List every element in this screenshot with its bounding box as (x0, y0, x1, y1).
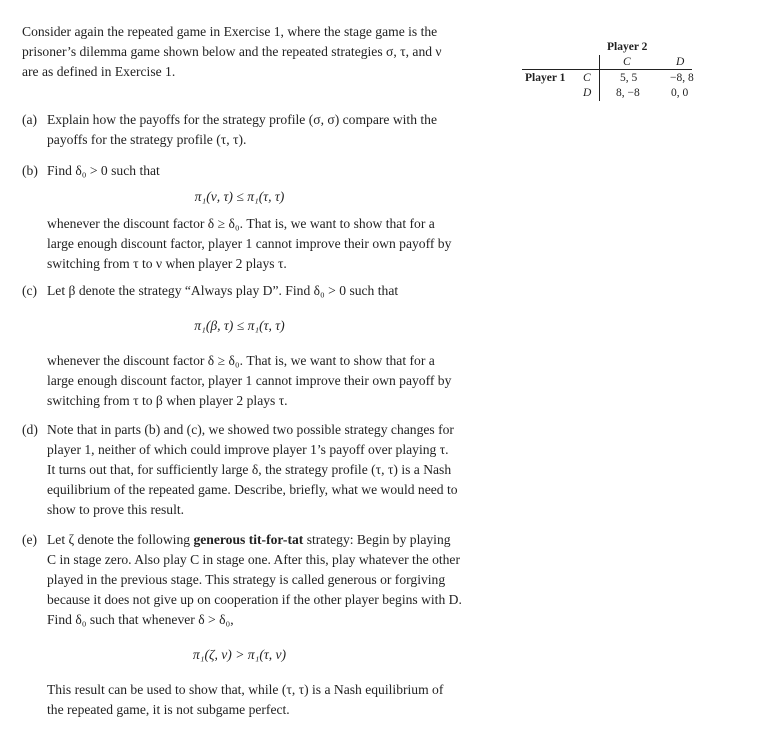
part-line: Find δ₀ such that whenever δ > δ₀, (47, 612, 234, 627)
term-generous-tit-for-tat: generous tit-for-tat (193, 532, 304, 547)
row-c-header: C (583, 72, 591, 84)
part-intro: Find δ₀ > 0 such that (47, 163, 160, 178)
equation: π₁(β, τ) ≤ π₁(τ, τ) (194, 318, 285, 333)
part-text: Let ζ denote the following (47, 532, 194, 547)
part-d (22, 420, 492, 520)
intro-line: Consider again the repeated game in Exercise 1, where the stage game is the (22, 24, 438, 39)
part-line: equilibrium of the repeated game. Describe, briefly, what we would need to (47, 482, 458, 497)
part-e (22, 530, 492, 720)
part-line: show to prove this result. (47, 502, 185, 517)
part-line: switching from τ to β when player 2 plays τ. (47, 393, 288, 408)
part-label: (a) (22, 112, 38, 127)
part-line: It turns out that, for sufficiently large δ, the strategy profile (τ, τ) is a Nash (47, 462, 452, 477)
part-line: whenever the discount factor δ ≥ δ₀. That is, we want to show that for a (47, 353, 435, 368)
payoff-matrix (522, 38, 722, 102)
payoff-cd: −8, 8 (670, 72, 694, 84)
player2-label: Player 2 (607, 41, 648, 53)
part-line: This result can be used to show that, while (τ, τ) is a Nash equilibrium of (47, 682, 444, 697)
part-line: large enough discount factor, player 1 cannot improve their own payoff by (47, 373, 452, 388)
payoff-dc: 8, −8 (616, 87, 640, 99)
player1-label: Player 1 (525, 72, 566, 84)
intro-paragraph (22, 22, 482, 82)
part-line: player 1, neither of which could improve player 1’s payoff over playing τ. (47, 442, 449, 457)
part-c (22, 281, 492, 411)
part-line: the repeated game, it is not subgame perfect. (47, 702, 290, 717)
column-d-header: D (676, 56, 685, 68)
part-line: payoffs for the strategy profile (τ, τ). (47, 132, 247, 147)
equation: π₁(ζ, ν) > π₁(τ, ν) (192, 647, 287, 662)
part-line: large enough discount factor, player 1 cannot improve their own payoff by (47, 236, 452, 251)
column-c-header: C (623, 56, 631, 68)
payoff-cc: 5, 5 (620, 72, 638, 84)
part-label: (e) (22, 532, 38, 547)
part-line: Note that in parts (b) and (c), we showed two possible strategy changes for (47, 422, 454, 437)
part-a (22, 110, 492, 150)
part-line: whenever the discount factor δ ≥ δ₀. That is, we want to show that for a (47, 216, 435, 231)
part-line: Explain how the payoffs for the strategy profile (σ, σ) compare with the (47, 112, 438, 127)
part-label: (b) (22, 163, 38, 178)
row-d-header: D (583, 87, 592, 99)
matrix-vertical-rule (599, 55, 600, 101)
payoff-dd: 0, 0 (671, 87, 689, 99)
part-line (47, 530, 492, 550)
equation: π₁(ν, τ) ≤ π₁(τ, τ) (194, 189, 285, 204)
intro-line: prisoner’s dilemma game shown below and the repeated strategies σ, τ, and ν (22, 44, 442, 59)
part-line: C in stage zero. Also play C in stage one. After this, play whatever the other (47, 552, 460, 567)
part-b (22, 161, 492, 274)
part-text: strategy: Begin by playing (303, 532, 451, 547)
part-label: (d) (22, 422, 38, 437)
part-label: (c) (22, 283, 38, 298)
matrix-horizontal-rule (522, 69, 692, 70)
intro-line: are as defined in Exercise 1. (22, 64, 176, 79)
part-intro: Let β denote the strategy “Always play D”. Find δ₀ > 0 such that (47, 283, 399, 298)
part-line: played in the previous stage. This strategy is called generous or forgiving (47, 572, 446, 587)
part-line: switching from τ to ν when player 2 plays τ. (47, 256, 287, 271)
part-line: because it does not give up on cooperation if the other player begins with D. (47, 592, 462, 607)
